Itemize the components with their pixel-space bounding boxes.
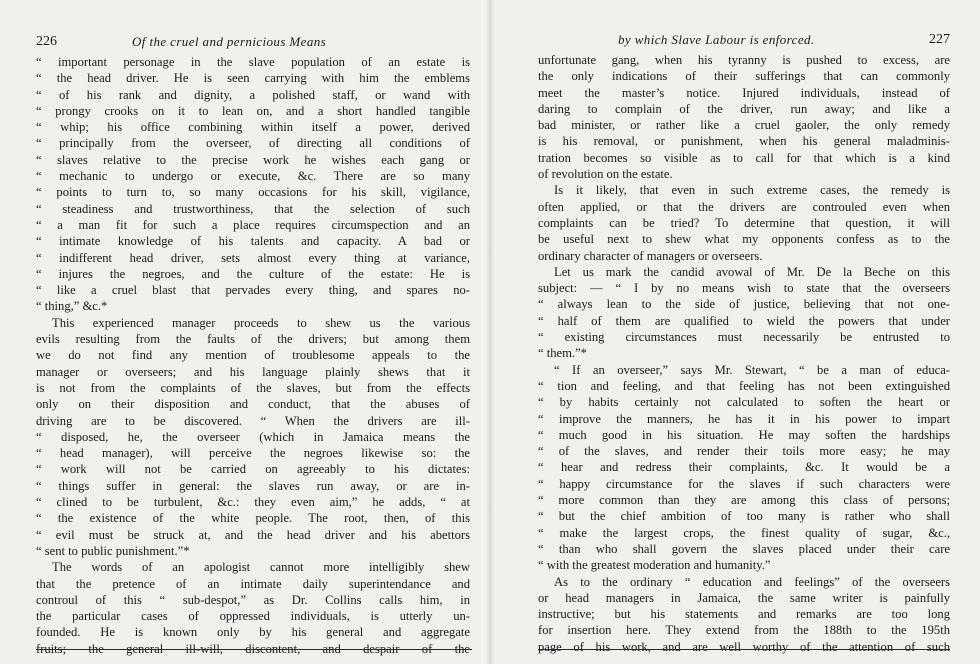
text-line: of revolution on the estate. xyxy=(538,167,673,182)
running-head: by which Slave Labour is enforced. xyxy=(618,32,815,47)
text-line: or head managers in Jamaica, the same writer is painfully xyxy=(538,590,950,605)
text-line: “ a man fit for such a place requires circumspection and an xyxy=(36,217,470,232)
text-line: “ whip; his office combining within itself a power, derived xyxy=(36,120,470,135)
text-line: controul of this “ sub-despot,” as Dr. Collins calls him, in xyxy=(36,592,470,607)
text-line: “ indifferent head driver, sets almost every thing at variance, xyxy=(36,250,470,265)
text-line: This experienced manager proceeds to shew us the various xyxy=(52,315,470,330)
text-line: “ the head driver. He is seen carrying with him the emblems xyxy=(36,71,470,86)
text-line: “ existing circumstances must necessarily be entrusted to xyxy=(538,330,950,345)
text-line: “ of his rank and dignity, a polished staff, or wand with xyxy=(36,87,470,102)
text-line: “ make the largest crops, the finest quality of sugar, &c., xyxy=(538,525,950,540)
text-line: “ points to turn to, so many occasions for his skill, vigilance, xyxy=(36,185,470,200)
text-line: “ steadiness and trustworthiness, that the selection of such xyxy=(36,201,470,216)
text-line: “ but the chief ambition of too many is rather who shall xyxy=(538,509,950,524)
text-line: “ sent to public punishment.”* xyxy=(36,543,190,558)
text-line: “ important personage in the slave population of an estate is xyxy=(36,55,470,69)
text-line: meet the master’s notice. Injured individuals, instead of xyxy=(538,85,950,100)
text-line: only on their disposition and conduct, that the abuses of xyxy=(36,397,470,412)
text-line: “ much good in his situation. He may soften the hardships xyxy=(538,427,950,442)
text-line: “ head manager), will perceive the negroes likewise so: the xyxy=(36,446,470,461)
text-line: be useful next to shew what my opponents confess as to the xyxy=(538,232,950,247)
text-line: daring to complain of the driver, run away; and like a xyxy=(538,101,950,116)
right-page-body xyxy=(538,52,950,655)
text-line: is not from the complaints of the slaves, but from the effects xyxy=(36,380,470,395)
text-line: “ work will not be carried on agreeably to his dictates: xyxy=(36,462,470,477)
text-line: for insertion here. They extend from the 188th to the 195th xyxy=(538,623,950,638)
text-line: that the pretence of an intimate daily superintendance and xyxy=(36,576,470,591)
text-line: “ clined to be turbulent, &c.: they even aim,” he adds, “ at xyxy=(36,495,470,510)
running-head: Of the cruel and pernicious Means xyxy=(132,34,327,49)
text-line: “ always lean to the side of justice, believing that not one- xyxy=(538,297,950,312)
text-line: “ the existence of the white people. The root, then, of this xyxy=(36,511,470,526)
footnote-rule xyxy=(36,649,472,650)
text-line: “ of the slaves, and render their toils more easy; he may xyxy=(538,444,950,459)
right-page-header xyxy=(538,32,950,50)
text-line: the only indications of their sufferings that can commonly xyxy=(538,69,950,84)
text-line: “ more common than they are among this class of persons; xyxy=(538,493,950,508)
text-line: Let us mark the candid avowal of Mr. De la Beche on this xyxy=(554,264,950,279)
right-page xyxy=(490,0,980,664)
text-line: “ If an overseer,” says Mr. Stewart, “ be a man of educa- xyxy=(554,362,950,377)
text-line: instructive; but his statements and remarks are too long xyxy=(538,607,950,622)
text-line: evils resulting from the faults of the drivers; but among them xyxy=(36,332,470,347)
text-line: “ tion and feeling, and that feeling has not been extinguished xyxy=(538,378,950,393)
text-line: “ intimate knowledge of his talents and capacity. A bad or xyxy=(36,234,470,249)
text-line: “ improve the manners, he has it in his power to impart xyxy=(538,411,950,426)
text-line: “ than who shall govern the slaves placed under their care xyxy=(538,541,950,556)
text-line: “ like a cruel blast that pervades every thing, and spares no- xyxy=(36,283,470,298)
text-line: “ mechanic to undergo or execute, &c. There are so many xyxy=(36,169,470,184)
text-line: manager or overseers; and his language plainly shews that it xyxy=(36,364,470,379)
text-line: fruits; the general ill-will, discontent, and despair of the xyxy=(36,641,470,656)
page-number: 226 xyxy=(36,34,57,49)
text-line: is his removal, or punishment, when his general maladminis- xyxy=(538,134,950,149)
text-line: the particular cases of oppressed individuals, is utterly un- xyxy=(36,609,470,624)
text-line: complaints can be tried? To determine that question, it will xyxy=(538,215,950,230)
footnote-rule xyxy=(538,649,950,650)
left-page-header xyxy=(36,34,470,52)
text-line: “ happy circumstance for the slaves if such characters were xyxy=(538,476,950,491)
text-line: “ prongy crooks on it to lean on, and a short handled tangible xyxy=(36,103,470,118)
text-line: Is it likely, that even in such extreme cases, the remedy is xyxy=(554,183,950,198)
text-line: “ thing,” &c.* xyxy=(36,299,108,314)
left-page-body xyxy=(36,54,470,657)
text-line: “ them.”* xyxy=(538,346,587,361)
text-line: As to the ordinary “ education and feelings” of the overseers xyxy=(554,574,950,589)
text-line: page of his work, and are well worthy of the attention of such xyxy=(538,639,950,654)
text-line: “ things suffer in general: the slaves run away, or are in- xyxy=(36,478,470,493)
text-line: “ slaves relative to the precise work he wishes each gang or xyxy=(36,152,470,167)
text-line: “ injures the negroes, and the culture of the estate: He is xyxy=(36,266,470,281)
text-line: we do not find any mention of troublesome appeals to the xyxy=(36,348,470,363)
text-line: ordinary character of managers or overseers. xyxy=(538,248,763,263)
text-line: “ evil must be struck at, and the head driver and his abettors xyxy=(36,527,470,542)
text-line: “ hear and redress their complaints, &c. It would be a xyxy=(538,460,950,475)
text-line: “ half of them are qualified to wield the powers that under xyxy=(538,313,950,328)
text-line: subject: — “ I by no means wish to state that the overseers xyxy=(538,281,950,296)
text-line: “ by habits certainly not calculated to soften the heart or xyxy=(538,395,950,410)
text-line: bad minister, or rather like a cruel gaoler, the only remedy xyxy=(538,118,950,133)
text-line: “ principally from the overseer, of directing all conditions of xyxy=(36,136,470,151)
text-line: driving are to be discovered. “ When the drivers are ill- xyxy=(36,413,470,428)
text-line: often applied, or that the drivers are controuled even when xyxy=(538,199,950,214)
text-line: The words of an apologist cannot more intelligibly shew xyxy=(52,560,470,575)
text-line: “ with the greatest moderation and humanity.” xyxy=(538,558,771,573)
text-line: tration becomes so visible as to call for that which is a kind xyxy=(538,150,950,165)
text-line: “ disposed, he, the overseer (which in Jamaica means the xyxy=(36,429,470,444)
page-number: 227 xyxy=(929,32,950,47)
text-line: unfortunate gang, when his tyranny is pushed to excess, are xyxy=(538,53,950,67)
text-line: founded. He is known only by his general and aggregate xyxy=(36,625,470,640)
